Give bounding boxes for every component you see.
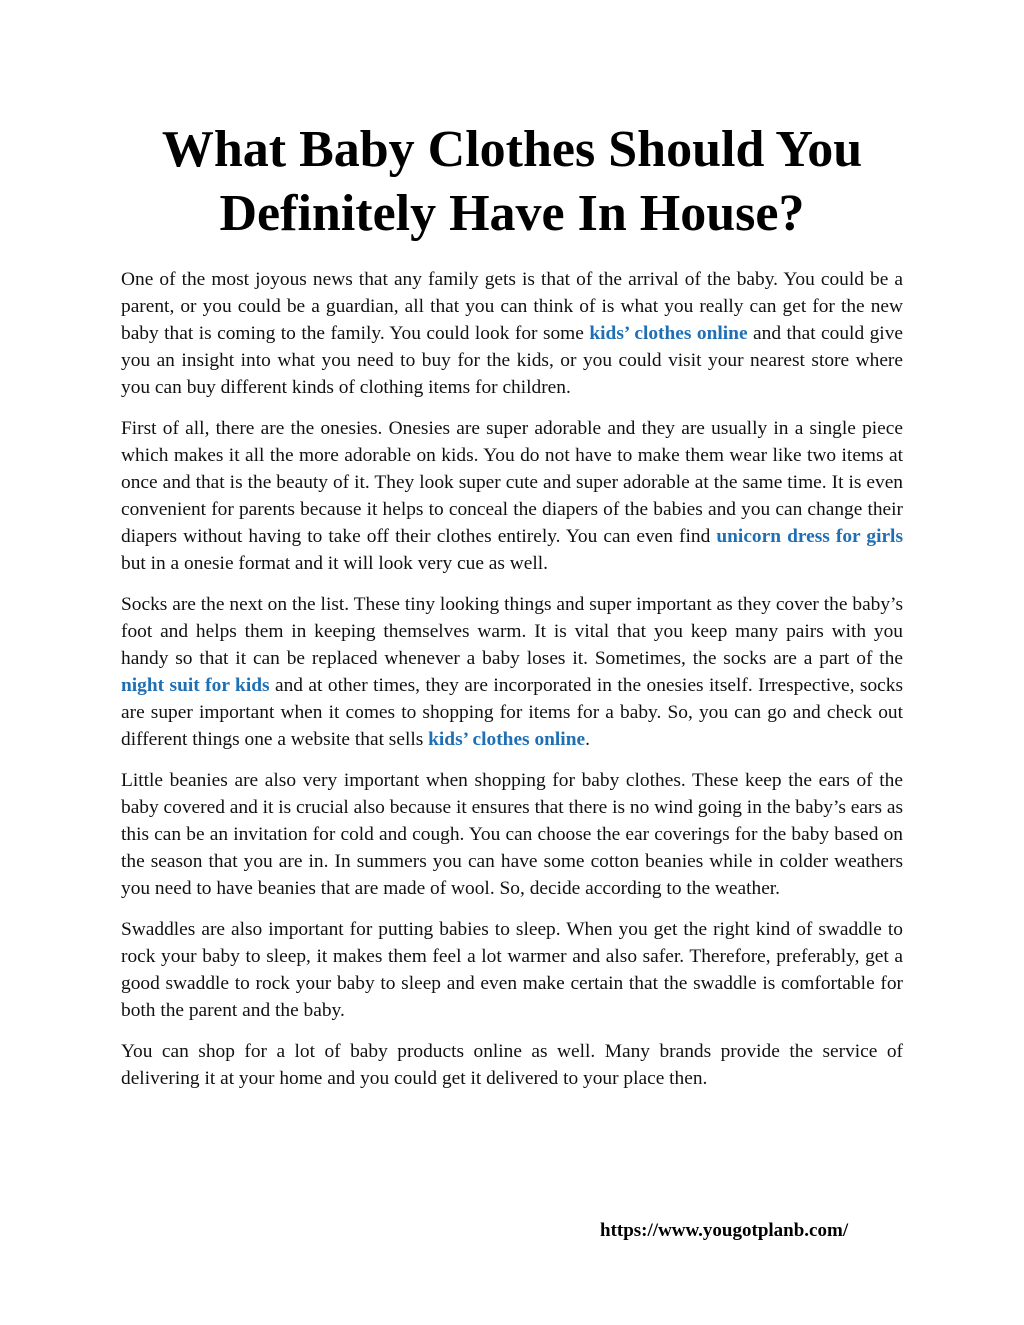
paragraph-text: but in a onesie format and it will look very cue as well.	[121, 553, 549, 574]
paragraph-text: You can shop for a lot of baby products online as well. Many brands provide the service of delivering it at your home and you could get it delivered to your place then.	[121, 1041, 903, 1089]
kids-clothes-online-link[interactable]: kids’ clothes online	[589, 323, 748, 344]
paragraph-text: Little beanies are also very important when shopping for baby clothes. These keep the ears of the baby covered and it is crucial also because it ensures that there is no wind going in the baby’s ears as this can be an invitation for cold and cough. You can choose the ear coverings for the baby based on the season that you are in. In summers you can have some cotton beanies while in colder weathers you need to have beanies that are made of wool. So, decide according to the weather.	[121, 770, 903, 899]
paragraph-shop-online	[121, 1038, 903, 1092]
title-line-1: What Baby Clothes Should You	[161, 121, 863, 178]
night-suit-link[interactable]: night suit for kids	[121, 675, 270, 696]
paragraph-text: Socks are the next on the list. These tiny looking things and super important as they cover the baby’s foot and helps them in keeping themselves warm. It is vital that you keep many pairs with you handy so that it can be replaced whenever a baby loses it. Sometimes, the socks are a part of the	[121, 594, 903, 669]
paragraph-text: One of the most joyous news that any family gets is that of the arrival of the baby. You could be a parent, or you could be a guardian, all that you can think of is what you really can get for the new baby that is coming to the family. You could look for some	[121, 269, 903, 344]
paragraph-beanies	[121, 767, 903, 902]
paragraph-text: and that could give you an insight into what you need to buy for the kids, or you could visit your nearest store where you can buy different kinds of clothing items for children.	[121, 323, 903, 398]
unicorn-dress-link[interactable]: unicorn dress for girls	[716, 526, 903, 547]
paragraph-swaddles	[121, 916, 903, 1024]
page-title	[121, 118, 903, 246]
paragraph-onesies	[121, 415, 903, 577]
paragraph-text: Swaddles are also important for putting babies to sleep. When you get the right kind of swaddle to rock your baby to sleep, it makes them feel a lot warmer and also safer. Therefore, preferably, get a good swaddle to rock your baby to sleep and even make certain that the swaddle is comfortable for both the parent and the baby.	[121, 919, 903, 1021]
title-line-2: Definitely Have In House?	[219, 185, 805, 242]
footer-url-link[interactable]: https://www.yougotplanb.com/	[600, 1220, 849, 1241]
kids-clothes-online-link-2[interactable]: kids’ clothes online	[428, 729, 586, 750]
paragraph-intro	[121, 266, 903, 401]
paragraph-text: .	[585, 729, 590, 750]
document-page	[121, 118, 903, 1106]
paragraph-text: First of all, there are the onesies. Onesies are super adorable and they are usually in a single piece which makes it all the more adorable on kids. You do not have to make them wear like two items at once and that is the beauty of it. They look super cute and super adorable at the same time. It is even convenient for parents because it helps to conceal the diapers of the babies and you can change their diapers without having to take off their clothes entirely. You can even find	[121, 418, 903, 547]
paragraph-socks	[121, 591, 903, 753]
paragraph-text: and at other times, they are incorporated in the onesies itself. Irrespective, socks are super important when it comes to shopping for items for a baby. So, you can go and check out different things one a website that sells	[121, 675, 903, 750]
